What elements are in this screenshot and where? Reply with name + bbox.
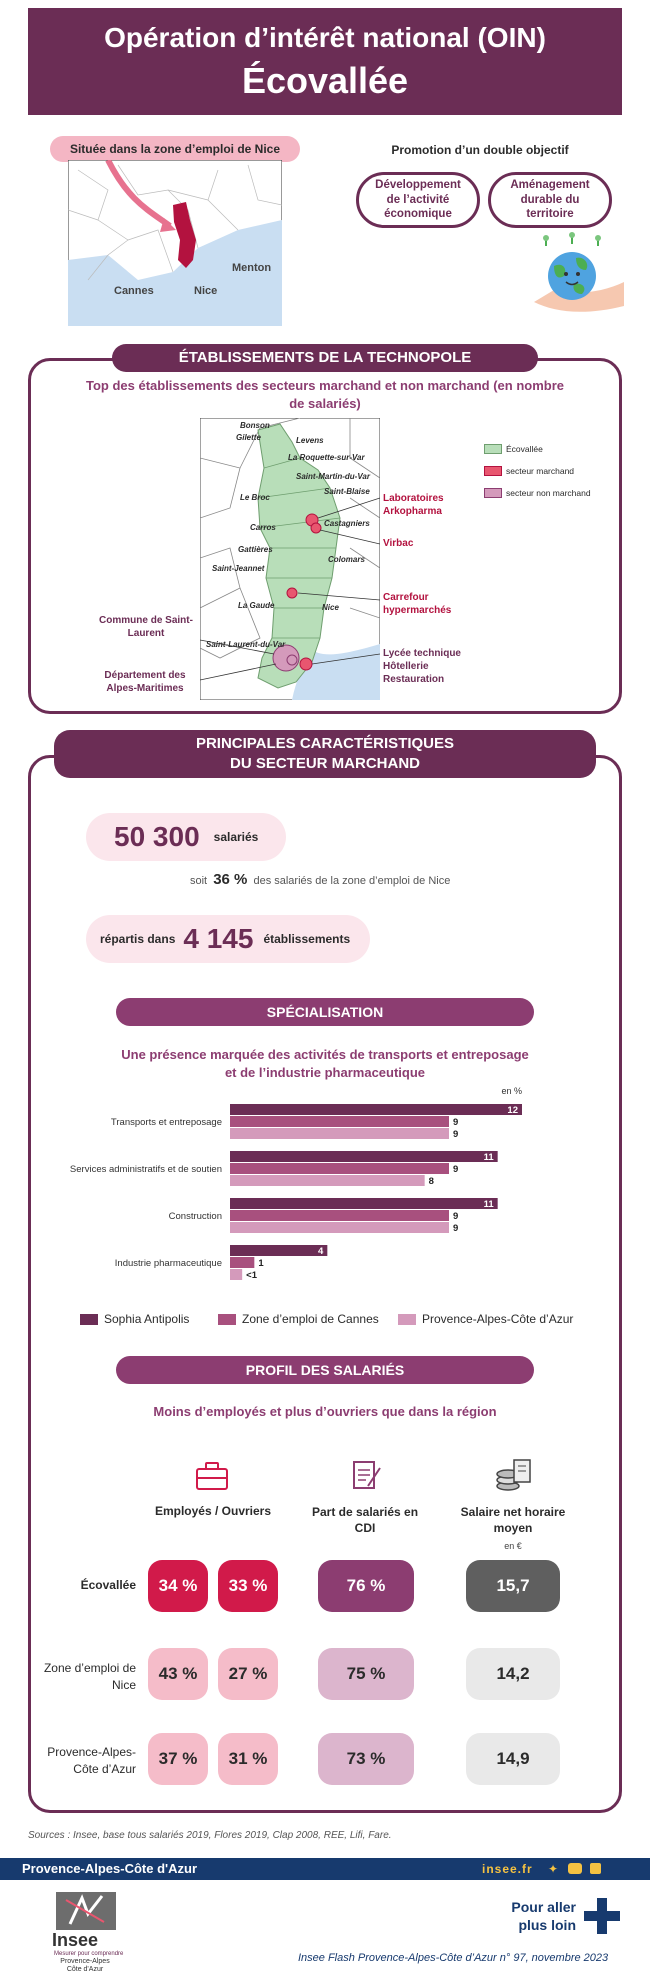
share-line — [190, 871, 450, 888]
plus-icon[interactable] — [582, 1896, 622, 1936]
youtube-icon[interactable] — [568, 1863, 582, 1874]
more-info-line2: plus loin — [518, 1917, 576, 1934]
more-info-line1: Pour aller — [511, 1899, 576, 1915]
etab-prefix: répartis dans — [100, 932, 176, 946]
bar-value-label: 4 — [318, 1246, 324, 1257]
insee-logo-region: Provence-Alpes Côte d'Azur — [60, 1958, 110, 1973]
commune-label: Levens — [296, 436, 324, 445]
marchand-title — [54, 730, 596, 778]
bar-value-label: 9 — [453, 1164, 459, 1175]
row-label-nice: Zone d’emploi de Nice — [43, 1661, 136, 1692]
footer-site-link[interactable]: insee.fr — [482, 1862, 533, 1876]
bar-value-label: 9 — [453, 1117, 459, 1128]
more-info-link[interactable] — [500, 1898, 576, 1934]
objectives-title: Promotion d’un double objectif — [391, 143, 569, 157]
objective-economic: Développement de l’activité économique — [356, 172, 480, 228]
callout-virbac: Virbac — [383, 538, 414, 549]
bar — [230, 1198, 498, 1209]
bar — [230, 1257, 254, 1268]
etab-stat — [86, 915, 370, 963]
bar — [230, 1116, 449, 1127]
city-menton: Menton — [232, 262, 272, 274]
row-label-paca: Provence-Alpes-Côte d’Azur — [47, 1745, 136, 1776]
linkedin-icon[interactable] — [590, 1863, 601, 1874]
legend-series-3: Provence-Alpes-Côte d’Azur — [422, 1312, 574, 1326]
commune-label: La Roquette-sur-Var — [288, 453, 365, 462]
specialisation-subtitle — [60, 1046, 590, 1082]
cell-employes: 43 % — [148, 1648, 208, 1700]
earth-hand-icon — [524, 232, 624, 318]
commune-label: Saint-Blaise — [324, 487, 370, 496]
bar — [230, 1222, 449, 1233]
share-suffix: des salariés de la zone d’emploi de Nice — [253, 875, 451, 887]
marchand-title-line2: DU SECTEUR MARCHAND — [229, 755, 420, 772]
coins-icon — [494, 1456, 532, 1492]
bar — [230, 1269, 242, 1280]
contract-icon — [348, 1458, 382, 1492]
profil-title: PROFIL DES SALARIÉS — [116, 1356, 534, 1384]
bar-value-label: 12 — [507, 1105, 518, 1116]
commune-label: Bonson — [240, 421, 270, 430]
category-label: Industrie pharmaceutique — [114, 1258, 222, 1269]
bar-value-label: 11 — [483, 1152, 494, 1163]
objective-sustainable: Aménagement durable du territoire — [488, 172, 612, 228]
bar-value-label: <1 — [246, 1270, 258, 1281]
publication-ref: Insee Flash Provence-Alpes-Côte d’Azur n° 97, novembre 2023 — [298, 1952, 609, 1964]
technopole-title: ÉTABLISSEMENTS DE LA TECHNOPOLE — [112, 344, 538, 372]
bar-value-label: 11 — [483, 1199, 494, 1210]
page-header — [28, 8, 622, 115]
salaries-stat — [86, 813, 286, 861]
bar-value-label: 8 — [428, 1176, 434, 1187]
commune-label: La Gaude — [238, 601, 275, 610]
commune-label: Saint-Laurent-du-Var — [206, 640, 286, 649]
specialisation-subtitle-line1: Une présence marquée des activités de transports et entreposage — [121, 1047, 529, 1062]
legend-series-2: Zone d’emploi de Cannes — [242, 1312, 379, 1326]
callout-arkopharma: Laboratoires Arkopharma — [383, 493, 444, 517]
cell-ouvriers: 31 % — [218, 1733, 278, 1785]
bar-value-label: 9 — [453, 1211, 459, 1222]
bar — [230, 1104, 522, 1115]
briefcase-icon — [194, 1460, 230, 1492]
cell-cdi: 73 % — [318, 1733, 414, 1785]
zone-label: Située dans la zone d’emploi de Nice — [50, 136, 300, 162]
cell-salaire: 14,2 — [466, 1648, 560, 1700]
chart-unit: en % — [501, 1086, 522, 1096]
legend-swatch-ecovallee — [484, 444, 502, 454]
cell-ouvriers: 27 % — [218, 1648, 278, 1700]
zone-map — [68, 160, 282, 326]
specialisation-title: SPÉCIALISATION — [116, 998, 534, 1026]
insee-logo-icon — [56, 1892, 116, 1930]
insee-logo-text: Insee — [52, 1930, 99, 1950]
etab-label: établissements — [263, 932, 351, 946]
header-title-line1: Opération d’intérêt national (OIN) — [104, 22, 546, 53]
share-prefix: soit — [190, 875, 208, 887]
chart-legend — [80, 1312, 600, 1328]
bar — [230, 1245, 327, 1256]
marchand-title-line1: PRINCIPALES CARACTÉRISTIQUES — [195, 734, 455, 752]
commune-label: Carros — [250, 523, 276, 532]
commune-label: Saint-Jeannet — [212, 564, 265, 573]
legend-swatch-series-2 — [218, 1314, 236, 1325]
specialisation-subtitle-line2: et de l’industrie pharmaceutique — [224, 1065, 426, 1081]
bar-value-label: 1 — [258, 1258, 264, 1269]
cell-ouvriers: 33 % — [218, 1560, 278, 1612]
col-header-salaire-unit: en € — [504, 1541, 522, 1551]
footer-region: Provence-Alpes-Côte d'Azur — [22, 1861, 198, 1876]
legend-swatch-series-3 — [398, 1314, 416, 1325]
legend-ecovallee: Écovallée — [506, 444, 543, 454]
commune-label: Colomars — [328, 555, 365, 564]
bar — [230, 1151, 498, 1162]
city-cannes: Cannes — [114, 285, 154, 297]
cell-salaire: 15,7 — [466, 1560, 560, 1612]
twitter-icon[interactable]: ✦ — [548, 1862, 559, 1876]
cell-employes: 34 % — [148, 1560, 208, 1612]
footer-bar — [0, 1858, 650, 1880]
insee-logo-tagline: Mesurer pour comprendre — [54, 1951, 124, 1957]
col-header-salaire: Salaire net horaire moyen — [460, 1505, 566, 1536]
legend-swatch-marchand — [484, 466, 502, 476]
specialisation-chart — [40, 1080, 540, 1290]
callout-departement: Département des Alpes-Maritimes — [104, 670, 186, 694]
category-label: Transports et entreposage — [110, 1117, 222, 1128]
insee-logo-mark — [56, 1892, 116, 1930]
callout-commune: Commune de Saint-Laurent — [99, 615, 193, 639]
legend-swatch-series-1 — [80, 1314, 98, 1325]
commune-label: Gilette — [236, 433, 261, 442]
callout-carrefour: Carrefour hypermarchés — [383, 592, 452, 616]
bar — [230, 1128, 449, 1139]
bar-value-label: 9 — [453, 1129, 459, 1140]
profil-subtitle: Moins d’employés et plus d’ouvriers que dans la région — [153, 1404, 497, 1419]
cell-salaire: 14,9 — [466, 1733, 560, 1785]
legend-series-1: Sophia Antipolis — [104, 1312, 190, 1326]
bar-value-label: 9 — [453, 1223, 459, 1234]
legend-swatch-non-marchand — [484, 488, 502, 498]
salaries-value: 50 300 — [114, 821, 200, 852]
city-nice: Nice — [194, 285, 218, 297]
bar — [230, 1210, 449, 1221]
share-value: 36 % — [213, 871, 248, 888]
salaries-label: salariés — [213, 830, 259, 844]
cell-cdi: 75 % — [318, 1648, 414, 1700]
technopole-subtitle: Top des établissements des secteurs marchand et non marchand (en nombre de salariés) — [85, 378, 564, 411]
cell-cdi: 76 % — [318, 1560, 414, 1612]
etab-value: 4 145 — [183, 923, 254, 954]
bar — [230, 1175, 425, 1186]
commune-label: Le Broc — [240, 493, 270, 502]
commune-label: Saint-Martin-du-Var — [296, 472, 370, 481]
bar — [230, 1163, 449, 1174]
commune-label: Castagniers — [324, 519, 370, 528]
sources-note: Sources : Insee, base tous salariés 2019, Flores 2019, Clap 2008, REE, Lifi, Fare. — [28, 1830, 392, 1841]
commune-label: Nice — [322, 603, 339, 612]
category-label: Construction — [168, 1211, 222, 1222]
cell-employes: 37 % — [148, 1733, 208, 1785]
category-label: Services administratifs et de soutien — [69, 1164, 222, 1175]
row-label-ecovallee: Écovallée — [80, 1578, 136, 1592]
col-header-emp-ouv: Employés / Ouvriers — [154, 1504, 272, 1518]
legend-non-marchand: secteur non marchand — [506, 488, 591, 498]
col-header-cdi: Part de salariés en CDI — [311, 1505, 419, 1536]
callout-lycee: Lycée technique Hôtellerie Restauration — [383, 648, 461, 685]
legend-marchand: secteur marchand — [506, 466, 575, 476]
commune-label: Gattières — [238, 545, 273, 554]
header-title-line2: Écovallée — [241, 60, 409, 101]
